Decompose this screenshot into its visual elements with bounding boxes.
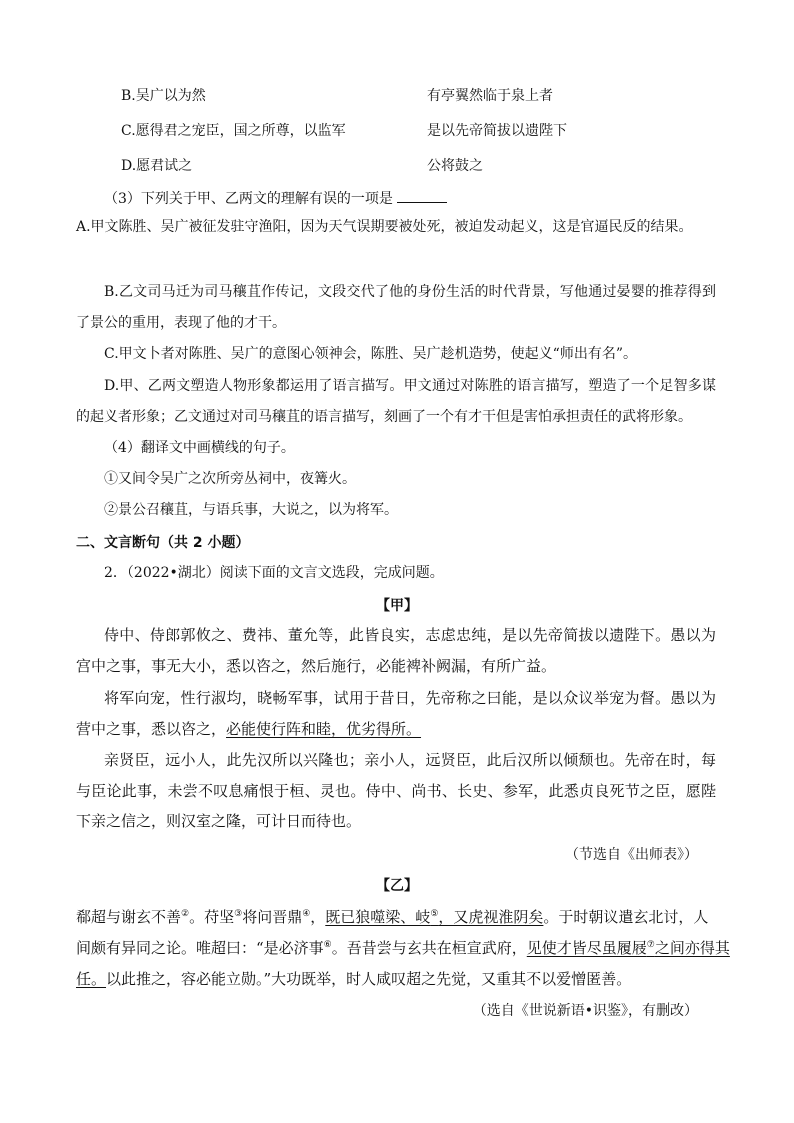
option-row-d bbox=[121, 155, 721, 177]
yi-text: 。于时朝议遣玄北讨，人 bbox=[543, 908, 709, 926]
jia-paragraph-3: 亲贤臣，远小人，此先汉所以兴隆也；亲小人，远贤臣，此后汉所以倾颓也。先帝在时，每与臣论此事，未尝不叹息痛恨于桓、灵也。侍中、尚书、长史、参军，此悉贞良死节之臣，愿陛下亲之信之，则汉室之隆，可计日而待也。 bbox=[76, 751, 716, 830]
yi-text: ， bbox=[310, 908, 326, 926]
yi-text: 之间亦得其 bbox=[654, 939, 730, 957]
section-heading: 二、文言断句（共 2 小题） bbox=[76, 535, 250, 551]
yi-line-2 bbox=[76, 937, 730, 958]
yi-text: 以此推之，容必能立勋。”大功既举，时人咸叹超之先觉，又重其不以爱憎匿善。 bbox=[106, 970, 632, 988]
underlined-sentence: 任。 bbox=[76, 970, 107, 988]
q3-stem bbox=[104, 188, 447, 208]
yi-text: 间颇有异同之论。唯超曰：“是必济事 bbox=[76, 939, 324, 957]
footnote-mark: ⑥ bbox=[323, 940, 332, 950]
q3-option-a: A.甲文陈胜、吴广被征发驻守渔阳，因为天气误期要被处死，被迫发动起义，这是官逼民反的结果。 bbox=[76, 219, 693, 235]
underlined-sentence: 必能使行阵和睦，优劣得所。 bbox=[226, 719, 422, 738]
q3-option-c: C.甲文卜者对陈胜、吴广的意图心领神会，陈胜、吴广趁机造势，使起义“师出有名”。 bbox=[104, 346, 637, 362]
underlined-sentence bbox=[325, 908, 543, 926]
option-left: C.愿得君之宠臣，国之所尊，以监军 bbox=[121, 123, 346, 139]
yi-text: 将问晋鼎 bbox=[242, 908, 303, 926]
q3-stem-text: （3）下列关于甲、乙两文的理解有误的一项是 bbox=[104, 191, 393, 207]
answer-blank bbox=[397, 188, 447, 203]
q2-stem: 2．（2022•湖北）阅读下面的文言文选段，完成问题。 bbox=[104, 565, 444, 581]
yi-text: 既已狼噬梁、岐 bbox=[325, 908, 431, 926]
jia-p2-text: 将军向宠，性行淑均，晓畅军事，试用于昔日，先帝称之曰能，是以众议举宠为督。愚以为营中之事，悉以咨之， bbox=[76, 689, 716, 738]
passage-yi-title: 【乙】 bbox=[376, 878, 418, 894]
jia-paragraph-2 bbox=[76, 683, 716, 744]
footnote-mark: ② bbox=[181, 909, 190, 919]
yi-text: 见使才皆尽虽履屐 bbox=[526, 939, 647, 957]
option-row-b bbox=[121, 85, 721, 107]
q4-sentence-1: ①又间令吴广之次所旁丛祠中，夜篝火。 bbox=[104, 471, 356, 487]
q3-option-d: D.甲、乙两文塑造人物形象都运用了语言描写。甲文通过对陈胜的语言描写，塑造了一个足智多谋的起义者形象；乙文通过对司马穰苴的语言描写，刻画了一个有才干但是害怕承担责任的武将形象。 bbox=[76, 378, 716, 425]
footnote-mark: ③ bbox=[234, 909, 243, 919]
yi-line-3 bbox=[76, 968, 631, 989]
option-row-c bbox=[121, 120, 721, 142]
underlined-sentence bbox=[527, 939, 730, 957]
footnote-mark: ⑤ bbox=[430, 909, 439, 919]
yi-text: 。吾昔尝与玄共在桓宣武府， bbox=[331, 939, 527, 957]
footnote-mark: ⑦ bbox=[646, 940, 655, 950]
yi-text: 郗超与谢玄不善 bbox=[76, 908, 182, 926]
q4-stem: （4）翻译文中画横线的句子。 bbox=[104, 440, 295, 456]
yi-line-1 bbox=[76, 906, 708, 927]
option-right: 公将鼓之 bbox=[427, 158, 483, 174]
option-left: D.愿君试之 bbox=[121, 158, 193, 174]
footnote-mark: ④ bbox=[302, 909, 311, 919]
yi-source: （选自《世说新语•识鉴》，有删改） bbox=[472, 1003, 698, 1019]
q3-option-b: B.乙文司马迁为司马穰苴作传记，文段交代了他的身份生活的时代背景，写他通过晏婴的推荐得到了景公的重用，表现了他的才干。 bbox=[76, 284, 716, 331]
passage-jia-title: 【甲】 bbox=[376, 598, 418, 614]
yi-text: 。苻坚 bbox=[189, 908, 235, 926]
option-right: 有亭翼然临于泉上者 bbox=[427, 88, 553, 104]
option-right: 是以先帝简拔以遗陛下 bbox=[427, 123, 567, 139]
jia-source: （节选自《出师表》） bbox=[565, 847, 698, 863]
q4-sentence-2: ②景公召穰苴，与语兵事，大说之，以为将军。 bbox=[104, 502, 398, 518]
yi-text: ，又虎视淮阴矣 bbox=[438, 908, 544, 926]
jia-paragraph-1: 侍中、侍郎郭攸之、费祎、董允等，此皆良实，志虑忠纯，是以先帝简拔以遗陛下。愚以为宫中之事，事无大小，悉以咨之，然后施行，必能裨补阙漏，有所广益。 bbox=[76, 626, 716, 675]
option-left: B.吴广以为然 bbox=[121, 88, 206, 104]
